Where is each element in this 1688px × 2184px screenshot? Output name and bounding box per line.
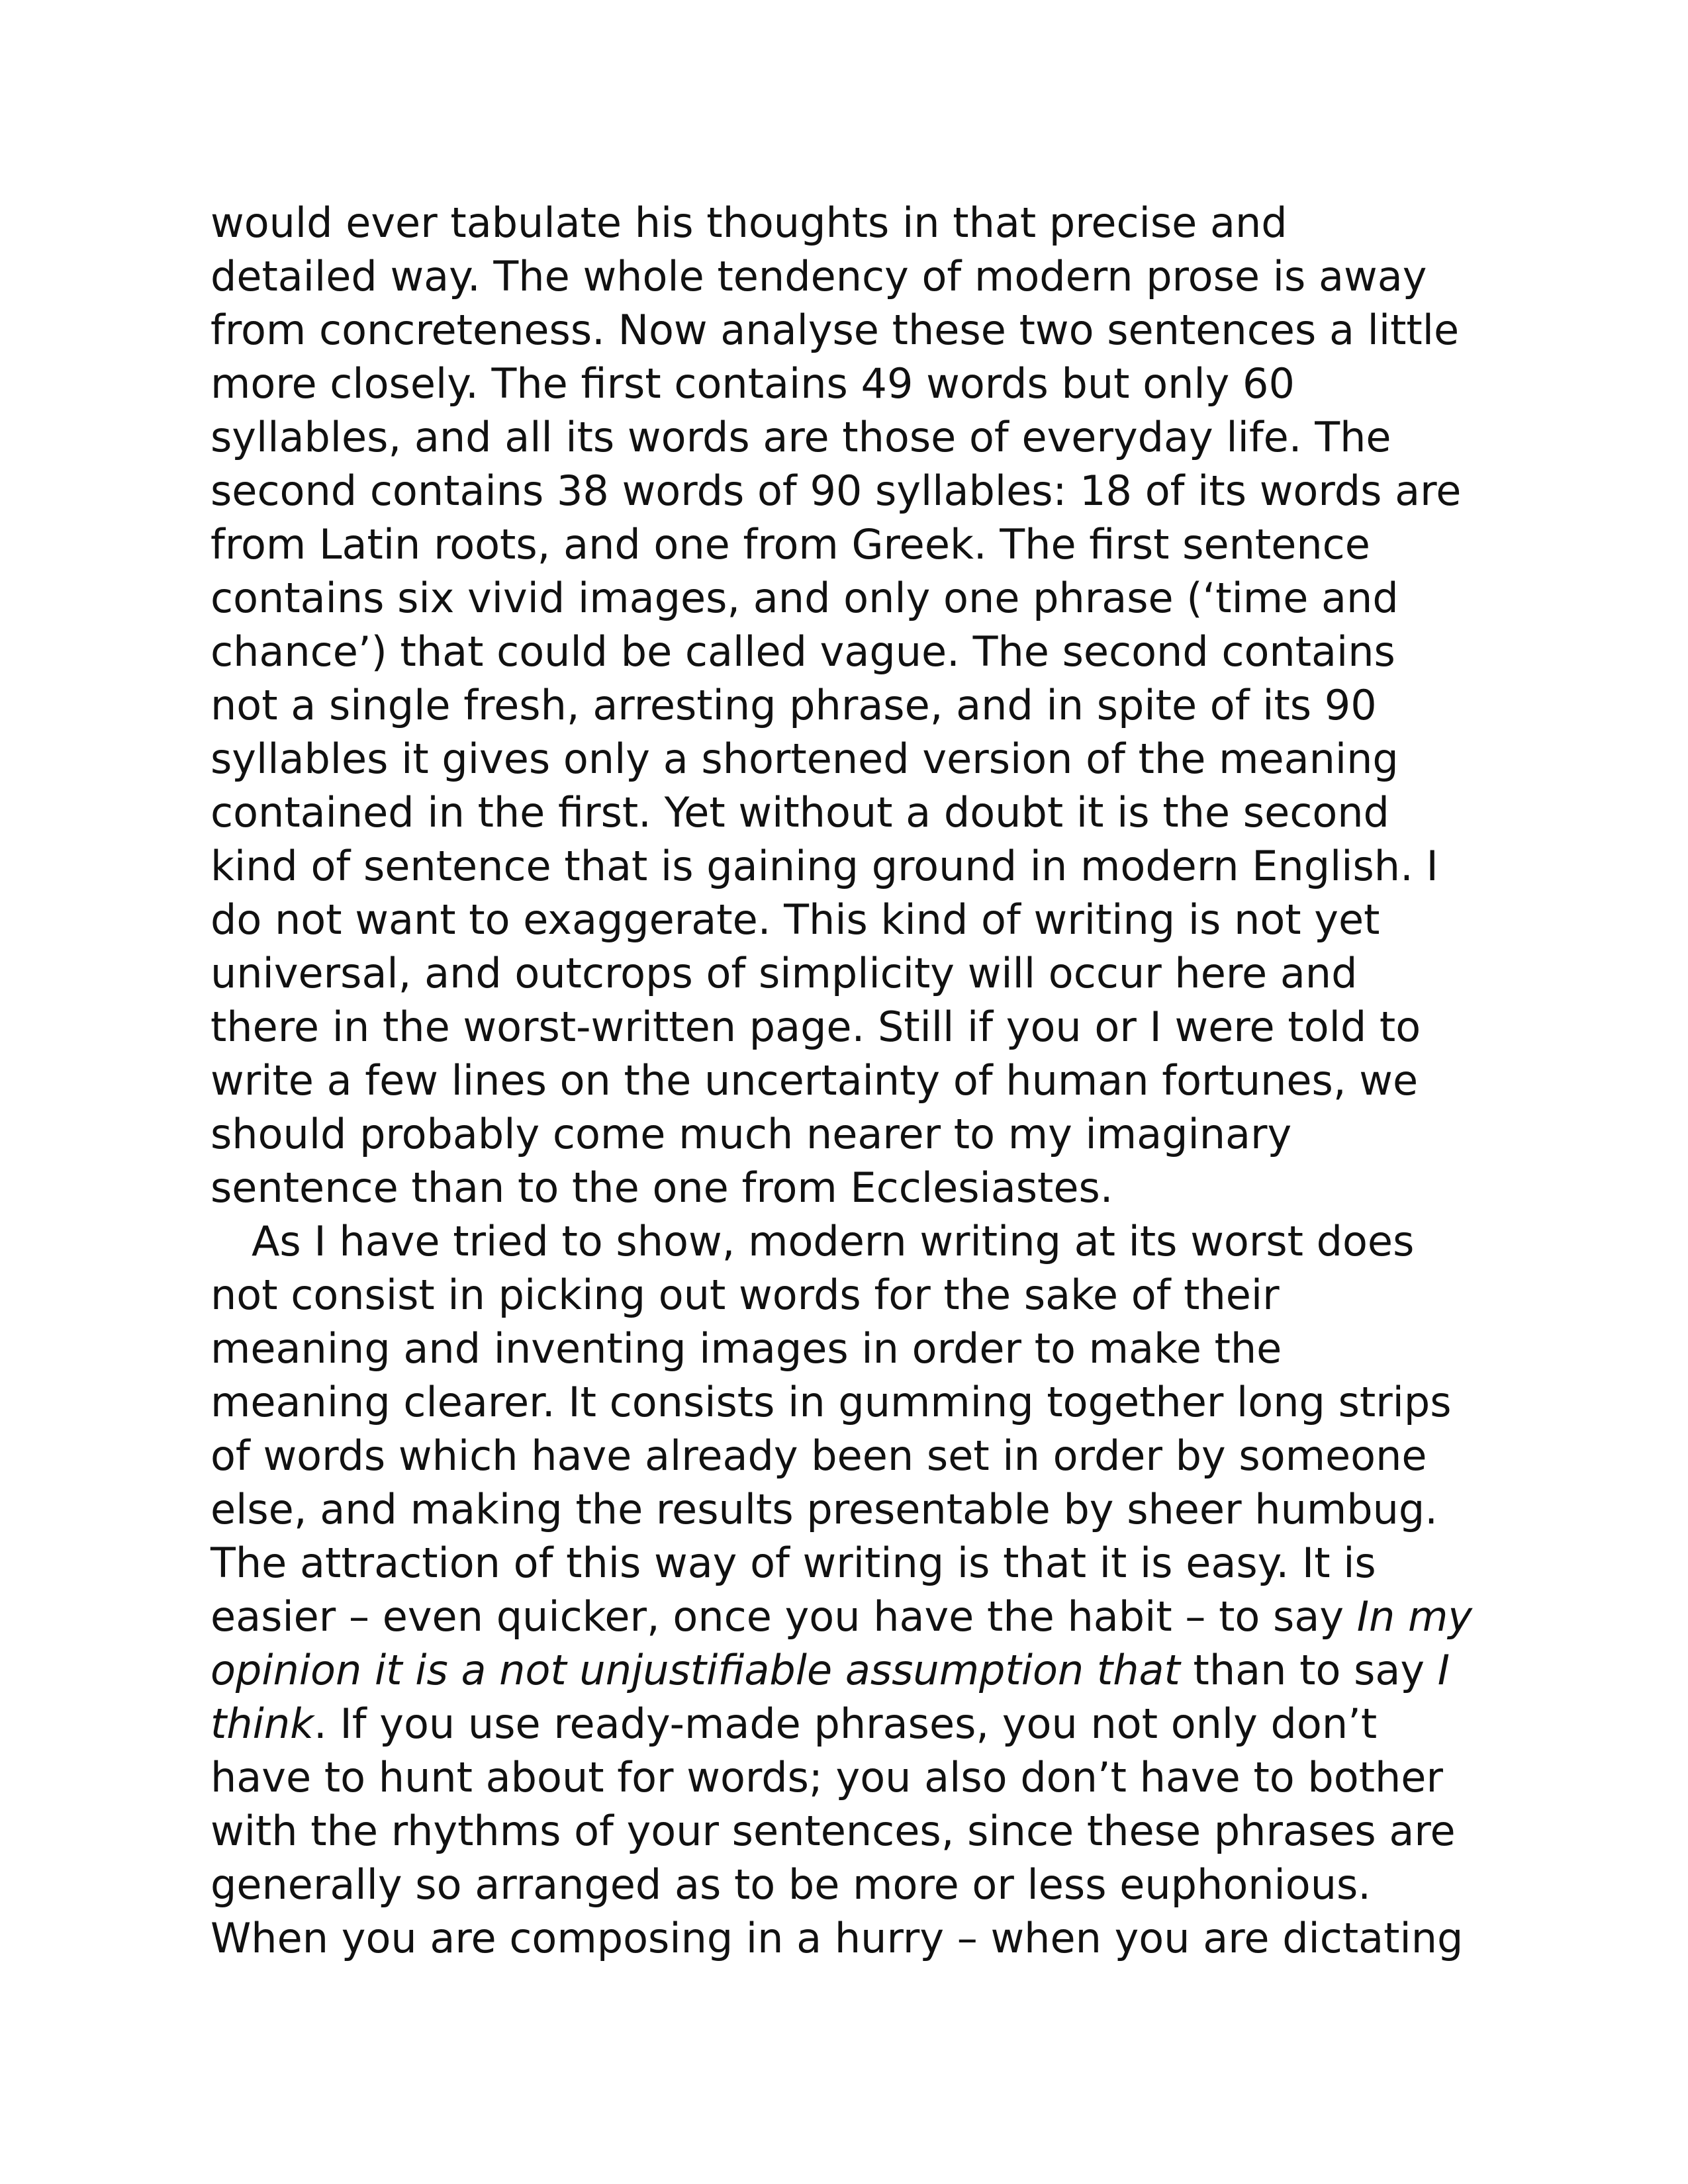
text-line: The attraction of this way of writing is that it is easy. It is bbox=[211, 1539, 1376, 1587]
text-line: sentence than to the one from Ecclesiastes. bbox=[211, 1163, 1113, 1212]
text-line: detailed way. The whole tendency of modern prose is away bbox=[211, 252, 1427, 300]
text-line: contained in the first. Yet without a doubt it is the second bbox=[211, 788, 1389, 837]
text-line: second contains 38 words of 90 syllables: 18 of its words are bbox=[211, 467, 1462, 515]
text-line: from concreteness. Now analyse these two sentences a little bbox=[211, 306, 1460, 354]
text-line: from Latin roots, and one from Greek. The first sentence bbox=[211, 520, 1370, 569]
text-line: there in the worst-written page. Still if you or I were told to bbox=[211, 1003, 1421, 1051]
text-line: more closely. The first contains 49 words but only 60 bbox=[211, 359, 1295, 408]
text-line: not consist in picking out words for the sake of their bbox=[211, 1271, 1280, 1319]
text-line bbox=[211, 1643, 1495, 1697]
text-line: would ever tabulate his thoughts in that precise and bbox=[211, 199, 1288, 247]
italic-text: opinion it is a not unjustifiable assumption that bbox=[211, 1646, 1180, 1694]
text-line: meaning clearer. It consists in gumming together long strips bbox=[211, 1378, 1452, 1426]
text-line: syllables, and all its words are those of everyday life. The bbox=[211, 413, 1391, 461]
italic-text: In my bbox=[1356, 1592, 1473, 1641]
text-line: syllables it gives only a shortened version of the meaning bbox=[211, 735, 1399, 783]
text-line: When you are composing in a hurry – when you are dictating bbox=[211, 1914, 1464, 1962]
text-line: not a single fresh, arresting phrase, and in spite of its 90 bbox=[211, 681, 1377, 729]
text-line bbox=[211, 1590, 1495, 1643]
text-line: with the rhythms of your sentences, since these phrases are bbox=[211, 1807, 1456, 1855]
text-line: universal, and outcrops of simplicity will occur here and bbox=[211, 949, 1358, 997]
body-text bbox=[211, 196, 1495, 1965]
text-line: kind of sentence that is gaining ground in modern English. I bbox=[211, 842, 1438, 890]
text-line: write a few lines on the uncertainty of human fortunes, we bbox=[211, 1056, 1419, 1105]
text-line: do not want to exaggerate. This kind of writing is not yet bbox=[211, 895, 1380, 944]
text-line: of words which have already been set in order by someone bbox=[211, 1432, 1427, 1480]
italic-text: I bbox=[1437, 1646, 1450, 1694]
text-line: else, and making the results presentable by sheer humbug. bbox=[211, 1485, 1438, 1533]
text-line: have to hunt about for words; you also don’t have to bother bbox=[211, 1753, 1443, 1801]
text-segment: easier – even quicker, once you have the habit – to say bbox=[211, 1592, 1357, 1641]
text-line: generally so arranged as to be more or less euphonious. bbox=[211, 1860, 1372, 1909]
text-line bbox=[211, 1697, 1495, 1751]
text-segment: . If you use ready-made phrases, you not only don’t bbox=[314, 1700, 1378, 1748]
text-segment: than to say bbox=[1180, 1646, 1438, 1694]
text-line: chance’) that could be called vague. The second contains bbox=[211, 627, 1395, 676]
text-line: contains six vivid images, and only one phrase (‘time and bbox=[211, 574, 1399, 622]
text-line: meaning and inventing images in order to make the bbox=[211, 1324, 1282, 1373]
paragraph-start-line: As I have tried to show, modern writing at its worst does bbox=[252, 1217, 1415, 1265]
italic-text: think bbox=[211, 1700, 314, 1748]
text-line: should probably come much nearer to my imaginary bbox=[211, 1110, 1292, 1158]
